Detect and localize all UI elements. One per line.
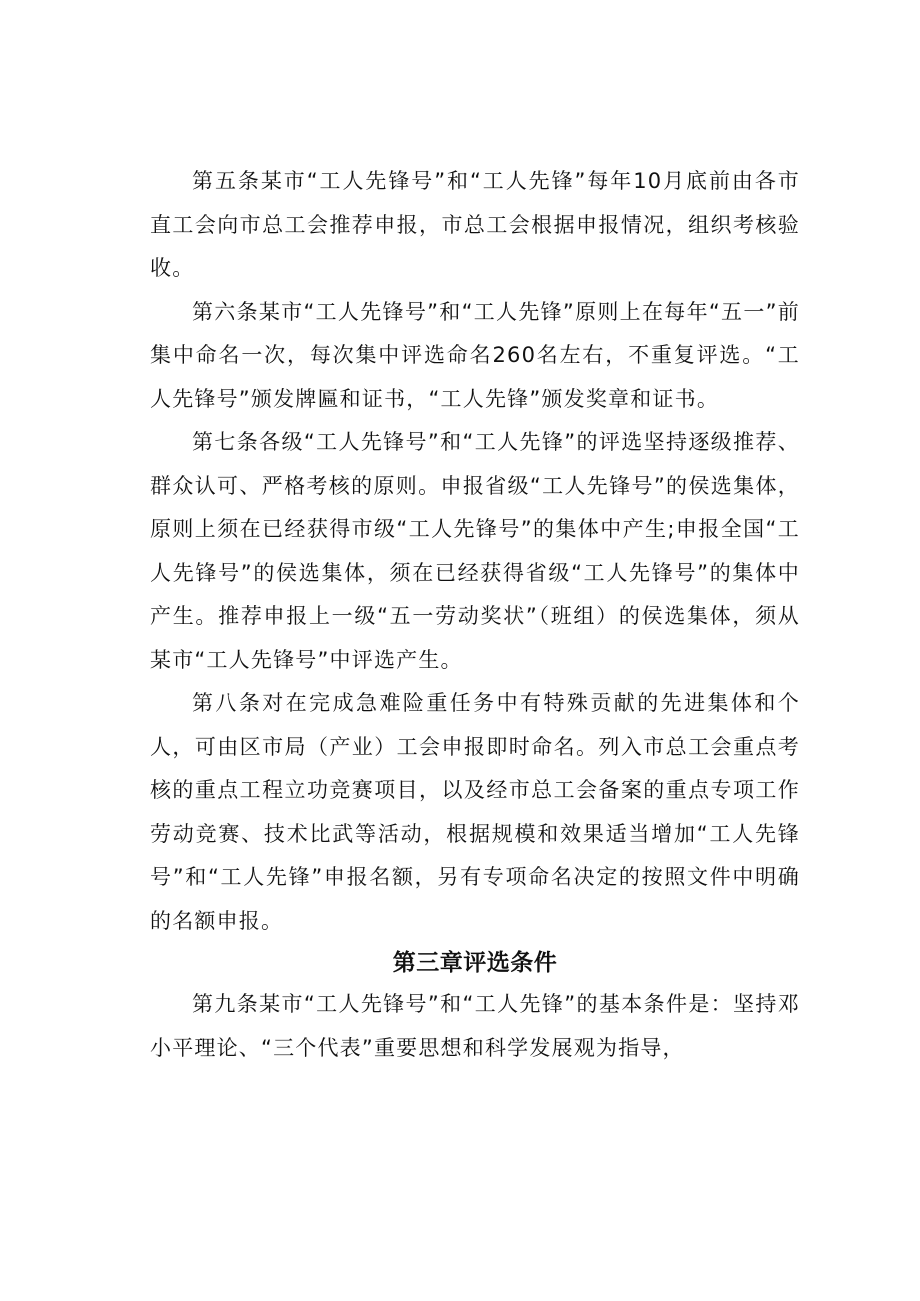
article-6-paragraph: 第六条某市“工人先锋号”和“工人先锋”原则上在每年“五一”前集中命名一次，每次集中评选命名260名左右，不重复评选。“工人先锋号”颁发牌匾和证书，“工人先锋”颁发奖章和证书。 [150, 299, 800, 411]
chapter-3-heading: 第三章评选条件 [392, 950, 558, 976]
article-8-paragraph: 第八条对在完成急难险重任务中有特殊贡献的先进集体和个人，可由区市局（产业）工会申报即时命名。列入市总工会重点考核的重点工程立功竞赛项目，以及经市总工会备案的重点专项工作劳动竞赛、技术比武等活动，根据规模和效果适当增加“工人先锋号”和“工人先锋”申报名额，另有专项命名决定的按照文件中明确的名额申报。 [150, 691, 800, 933]
article-5-paragraph: 第五条某市“工人先锋号”和“工人先锋”每年10月底前由各市直工会向市总工会推荐申报，市总工会根据申报情况，组织考核验收。 [150, 169, 800, 280]
article-7-paragraph: 第七条各级“工人先锋号”和“工人先锋”的评选坚持逐级推荐、群众认可、严格考核的原则。申报省级“工人先锋号”的侯选集体，原则上须在已经获得市级“工人先锋号”的集体中产生;申报全国“工人先锋号”的侯选集体，须在已经获得省级“工人先锋号”的集体中产生。推荐申报上一级“五一劳动奖状”（班组）的侯选集体，须从某市“工人先锋号”中评选产生。 [150, 430, 800, 672]
article-9-paragraph: 第九条某市“工人先锋号”和“工人先锋”的基本条件是：坚持邓小平理论、“三个代表”重要思想和科学发展观为指导， [150, 992, 800, 1060]
document-body [150, 160, 800, 1070]
